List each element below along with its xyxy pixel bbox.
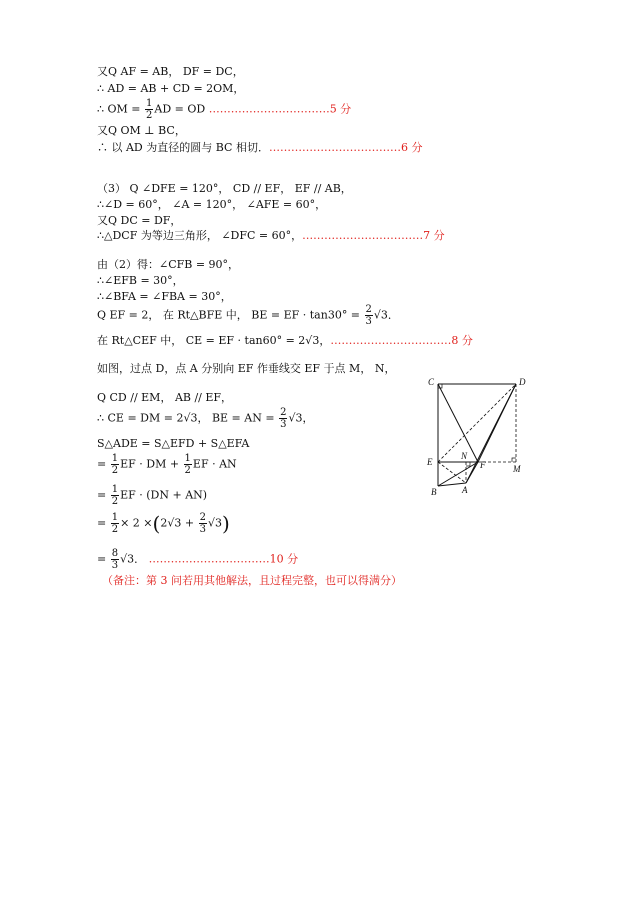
text-line: 在 Rt△CEF 中， CE = EF · tan60° = 2√3，……………………………8 分 <box>97 334 473 347</box>
label-M: M <box>513 464 521 474</box>
geometry-figure <box>424 374 534 504</box>
fraction: $\frac{1}{2}$ <box>111 512 119 535</box>
score-marker: ………………………………6 分 <box>268 141 423 154</box>
text-line: 如图，过点 D，点 A 分别向 EF 作垂线交 EF 于点 M， N， <box>97 362 396 375</box>
text-line: = $\frac{1}{2}$ × 2 ×(2√3 + $\frac{2}{3}$ √3) <box>97 511 230 536</box>
label-C: C <box>428 377 435 387</box>
text-line: ∴∠EFB = 30°， <box>97 274 184 287</box>
score-marker: ……………………………7 分 <box>302 229 445 242</box>
text-line: S△ADE = S△EFD + S△EFA <box>97 437 250 450</box>
text-line: 又Q AF = AB， DF = DC， <box>97 65 244 78</box>
label-D: D <box>519 377 526 387</box>
text-line: 又Q DC = DF， <box>97 214 182 227</box>
text-line: ∴∠D = 60°， ∠A = 120°， ∠AFE = 60°， <box>97 198 327 211</box>
fraction: $\frac{1}{2}$ <box>184 453 191 476</box>
segment-EA <box>438 462 466 483</box>
score-marker: ……………………………8 分 <box>330 334 473 347</box>
right-angle-N <box>466 462 470 466</box>
label-E: E <box>427 457 433 467</box>
label-N: N <box>461 451 468 461</box>
text-line: ∴ CE = DM = 2√3， BE = AN = $\frac{2}{3}$ √3， <box>97 407 314 430</box>
fraction: $\frac{2}{3}$ <box>365 304 372 327</box>
fraction: $\frac{1}{2}$ <box>111 484 119 507</box>
label-F: F <box>480 460 486 470</box>
score-marker: ……………………………10 分 <box>148 552 299 566</box>
segment-DA <box>466 384 516 483</box>
text-line: 由（2）得：∠CFB = 90°， <box>97 258 240 271</box>
fraction: $\frac{1}{2}$ <box>111 453 119 476</box>
text-line: ∴ OM = $\frac{1}{2}$ AD = OD ……………………………5 分 <box>97 98 352 121</box>
fraction: $\frac{1}{2}$ <box>146 98 153 121</box>
label-B: B <box>431 487 437 497</box>
text-line: Q CD // EM， AB // EF， <box>97 391 233 404</box>
text-line: ∴ AD = AB + CD = 2OM， <box>97 82 245 95</box>
text-line: Q EF = 2， 在 Rt△BFE 中， BE = EF · tan30° = $\frac{2}{3}$ √3． <box>97 304 399 327</box>
fraction: $\frac{2}{3}$ <box>199 512 206 535</box>
fraction: $\frac{2}{3}$ <box>280 407 287 430</box>
segment-BF <box>438 462 478 486</box>
text-line: ∴∠BFA = ∠FBA = 30°， <box>97 290 232 303</box>
segment-CF <box>438 384 478 462</box>
text-line: ∴ 以 AD 为直径的圆与 BC 相切．………………………………6 分 <box>97 141 423 154</box>
score-marker: ……………………………5 分 <box>208 102 352 116</box>
remark-note: （备注：第 3 问若用其他解法，且过程完整，也可以得满分） <box>102 574 402 587</box>
fraction: $\frac{8}{3}$ <box>111 548 119 571</box>
text-line: ∴△DCF 为等边三角形， ∠DFC = 60°，……………………………7 分 <box>97 229 445 242</box>
text-line: = $\frac{1}{2}$ EF · (DN + AN) <box>97 484 208 507</box>
text-line: = $\frac{1}{2}$ EF · DM + $\frac{1}{2}$ EF · AN <box>97 453 237 476</box>
right-angle-M <box>512 458 516 462</box>
text-line: = $\frac{8}{3}$ √3． ……………………………10 分 <box>97 548 299 571</box>
text-line: 又Q OM ⊥ BC， <box>97 124 186 137</box>
segment-ED <box>438 384 516 462</box>
text-line: （3） Q ∠DFE = 120°， CD // EF， EF // AB， <box>97 182 352 195</box>
label-A: A <box>462 485 468 495</box>
